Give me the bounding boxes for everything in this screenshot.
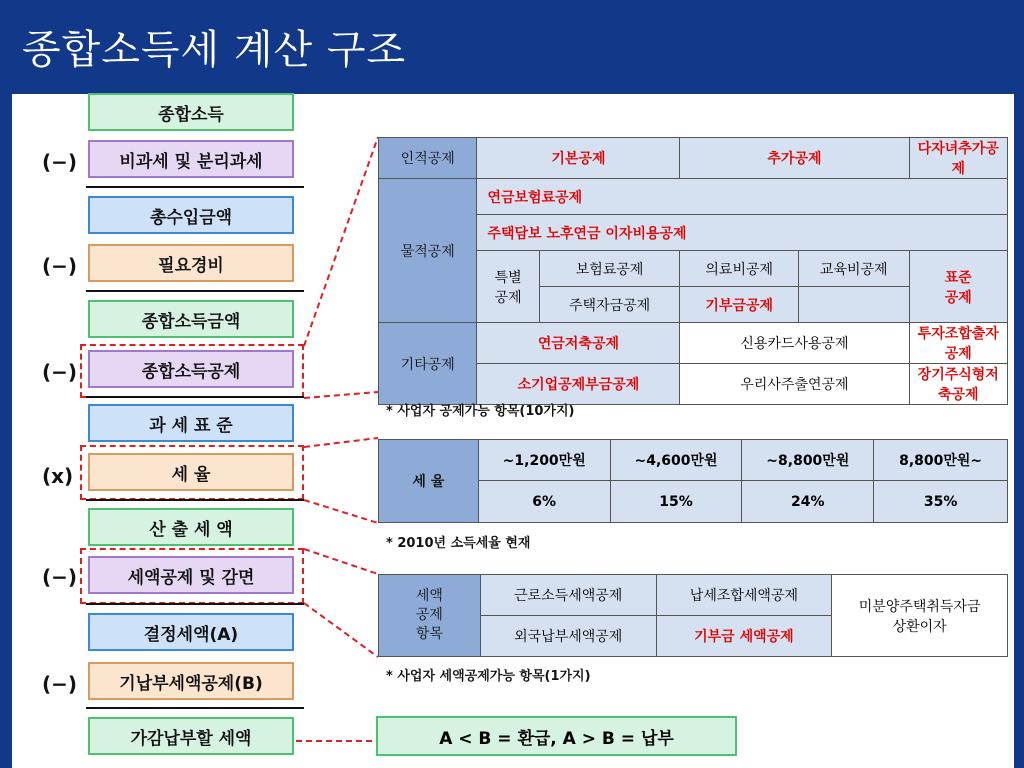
operator-minus: (−) [42, 360, 78, 384]
flow-income-deduction: 종합소득공제 [88, 350, 294, 388]
divider [86, 396, 304, 398]
cell-investment: 투자조합출자공제 [909, 323, 1008, 364]
result-box: A < B = 환급, A > B = 납부 [376, 716, 737, 756]
divider [86, 186, 304, 188]
cell-union-credit: 납세조합세액공제 [656, 575, 832, 616]
cell-long-term-savings: 장기주식형저축공제 [909, 364, 1008, 405]
divider [86, 499, 304, 501]
operator-minus: (−) [42, 565, 78, 589]
flow-gross-income: 종합소득 [88, 93, 294, 131]
cell-bracket: 8,800만원~ [874, 440, 1008, 481]
flow-total-revenue: 총수입금액 [88, 196, 294, 234]
divider [86, 603, 304, 605]
note-credit: * 사업자 세액공제가능 항목(1가지) [386, 669, 591, 684]
cell-foreign-credit: 외국납부세액공제 [480, 616, 656, 657]
connector-line [304, 392, 378, 398]
cell-medical: 의료비공제 [680, 251, 799, 287]
note-rate: * 2010년 소득세율 현재 [386, 536, 531, 551]
cell-insurance: 보험료공제 [539, 251, 680, 287]
cell-credit-card: 신용카드사용공제 [680, 323, 909, 364]
connector-line [304, 137, 378, 346]
cell-earned-credit: 근로소득세액공제 [480, 575, 656, 616]
cell-empty [798, 287, 909, 323]
cell-rate-label: 세 율 [379, 440, 479, 523]
credit-table [378, 574, 1008, 657]
cell-standard: 표준 공제 [909, 251, 1008, 323]
cell-additional: 추가공제 [680, 138, 909, 179]
cell-other: 기타공제 [379, 323, 477, 405]
cell-rate: 6% [478, 481, 610, 523]
cell-special: 특별 공제 [477, 251, 539, 323]
operator-minus: (−) [42, 254, 78, 278]
cell-rate: 35% [874, 481, 1008, 523]
divider [86, 290, 304, 292]
cell-credit-label: 세액 공제 항목 [379, 575, 481, 657]
flow-tax-base: 과 세 표 준 [88, 404, 294, 442]
cell-unsold-housing: 미분양주택취득자금 상환이자 [832, 575, 1008, 657]
flow-income-amount: 종합소득금액 [88, 300, 294, 338]
flow-nontaxable: 비과세 및 분리과세 [88, 140, 294, 178]
cell-housing-fund: 주택자금공제 [539, 287, 680, 323]
cell-donation-credit: 기부금 세액공제 [656, 616, 832, 657]
flow-prepaid-tax: 기납부세액공제(B) [88, 662, 294, 700]
connector-line [304, 438, 378, 447]
operator-multiply: (x) [42, 464, 74, 488]
note-deduction: * 사업자 공제가능 항목(10가지) [386, 404, 575, 419]
flow-determined-tax: 결정세액(A) [88, 613, 294, 651]
operator-minus: (−) [42, 672, 78, 696]
cell-material: 물적공제 [379, 179, 477, 323]
cell-pension-savings: 연금저축공제 [477, 323, 680, 364]
cell-bracket: ~4,600만원 [610, 440, 742, 481]
flow-computed-tax: 산 출 세 액 [88, 508, 294, 546]
cell-employee-stock: 우리사주출연공제 [680, 364, 909, 405]
page-title: 종합소득세 계산 구조 [22, 27, 407, 73]
connector-line [304, 500, 378, 523]
flow-tax-credit: 세액공제 및 감면 [88, 556, 294, 594]
cell-donation: 기부금공제 [680, 287, 799, 323]
connector-line [304, 603, 378, 657]
connector-line [304, 549, 378, 574]
cell-housing-loan: 주택담보 노후연금 이자비용공제 [477, 215, 1008, 251]
cell-bracket: ~8,800만원 [742, 440, 874, 481]
deduction-table [378, 137, 1008, 405]
flow-expenses: 필요경비 [88, 244, 294, 282]
cell-rate: 15% [610, 481, 742, 523]
flow-tax-payable: 가감납부할 세액 [88, 717, 294, 755]
cell-basic: 기본공제 [477, 138, 680, 179]
cell-pension-insurance: 연금보험료공제 [477, 179, 1008, 215]
cell-small-business: 소기업공제부금공제 [477, 364, 680, 405]
divider [86, 707, 304, 709]
cell-bracket: ~1,200만원 [478, 440, 610, 481]
rate-table [378, 439, 1008, 523]
cell-education: 교육비공제 [798, 251, 909, 287]
cell-personal: 인적공제 [379, 138, 477, 179]
cell-rate: 24% [742, 481, 874, 523]
operator-minus: (−) [42, 150, 78, 174]
flow-tax-rate: 세 율 [88, 453, 294, 491]
cell-multi-child: 다자녀추가공제 [909, 138, 1008, 179]
